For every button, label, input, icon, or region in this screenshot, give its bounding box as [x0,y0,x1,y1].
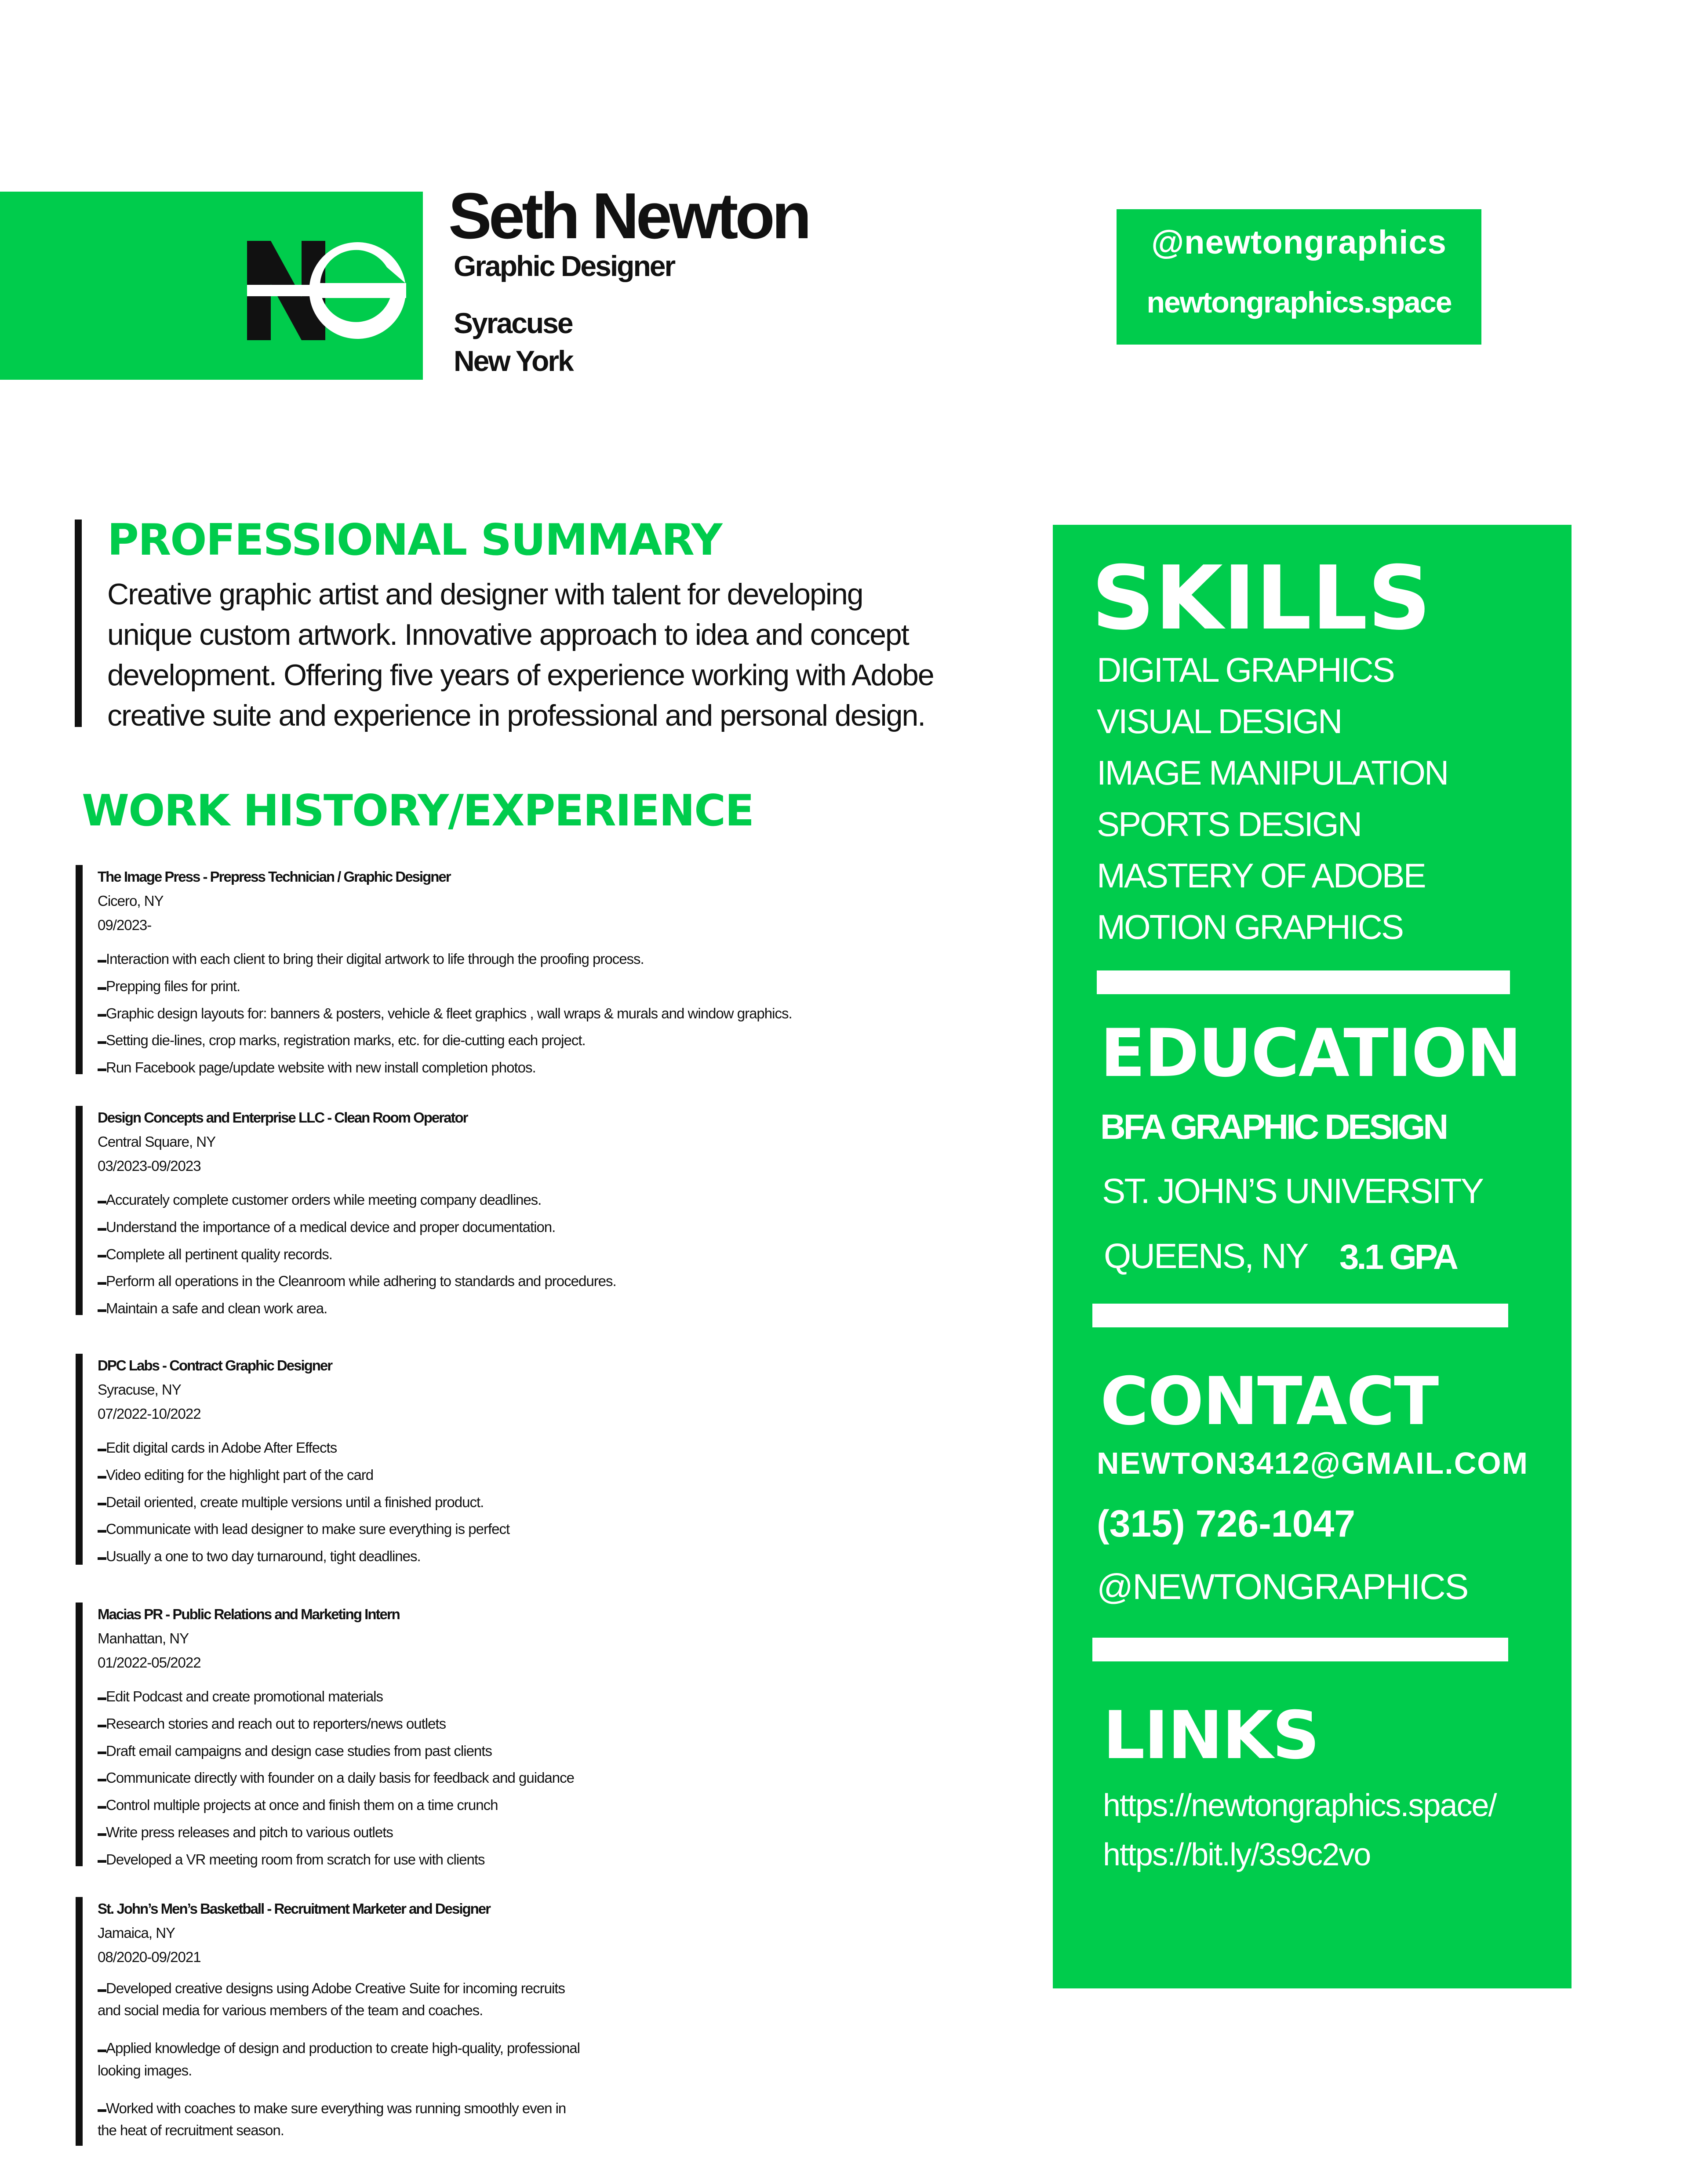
job-entry [98,1603,889,1873]
skill-item: VISUAL DESIGN [1097,702,1342,741]
job-bullet: ▬ Complete all pertinent quality records. [98,1241,889,1268]
job-bullet: ▬ Graphic design layouts for: banners & posters, vehicle & fleet graphics , wall wraps & murals and window graphics. [98,1000,889,1028]
short-link[interactable]: https://bit.ly/3s9c2vo [1103,1837,1371,1872]
skill-item: DIGITAL GRAPHICS [1097,650,1394,689]
job-bullet: ▬ Communicate directly with founder on a daily basis for feedback and guidance [98,1765,889,1792]
job-bullet: ▬ Maintain a safe and clean work area. [98,1295,889,1323]
education-school: ST. JOHN’S UNIVERSITY [1102,1171,1483,1210]
job-bullet: ▬ Prepping files for print. [98,973,889,1000]
job-title: Macias PR - Public Relations and Marketing Intern [98,1606,400,1622]
section-divider [1092,1304,1508,1327]
job-bullet: ▬ Applied knowledge of design and production to create high-quality, professional looking images. [98,2038,581,2081]
job-dates: 03/2023-09/2023 [98,1158,201,1174]
job-bullet: ▬ Perform all operations in the Cleanroom while adhering to standards and procedures. [98,1268,889,1295]
job-entry [98,1897,889,2158]
social-box [1117,209,1481,345]
summary-line: unique custom artwork. Innovative approach to idea and concept [107,618,909,651]
job-bullet: ▬ Run Facebook page/update website with new install completion photos. [98,1054,889,1082]
location-state: New York [454,345,573,377]
contact-heading: CONTACT [1100,1363,1438,1440]
summary-line: Creative graphic artist and designer with talent for developing [107,578,863,611]
job-title: St. John’s Men’s Basketball - Recruitment Marketer and Designer [98,1901,491,1917]
contact-email-link[interactable]: NEWTON3412@GMAIL.COM [1097,1446,1529,1480]
job-entry [98,865,889,1082]
side-panel [1053,525,1572,1988]
job-bullet: ▬ Edit digital cards in Adobe After Effects [98,1435,889,1462]
summary-line: development. Offering five years of experience working with Adobe [107,658,934,692]
job-location: Central Square, NY [98,1134,216,1150]
job-bullet: ▬ Developed a VR meeting room from scratch for use with clients [98,1846,889,1874]
section-divider [1097,970,1510,994]
education-heading: EDUCATION [1100,1015,1521,1092]
education-degree: BFA GRAPHIC DESIGN [1100,1107,1447,1146]
job-bar [76,1354,83,1565]
job-bar [76,865,83,1074]
education-location: QUEENS, NY [1104,1236,1308,1276]
education-gpa: 3.1 GPA [1339,1237,1456,1276]
job-bullet: ▬ Developed creative designs using Adobe Creative Suite for incoming recruits and social media for various members of the team and coaches. [98,1978,581,2021]
job-title: Design Concepts and Enterprise LLC - Clean Room Operator [98,1109,468,1126]
summary-text [107,574,978,736]
job-bullet: ▬ Draft email campaigns and design case studies from past clients [98,1738,889,1765]
job-dates: 08/2020-09/2021 [98,1949,201,1965]
job-entry [98,1106,889,1323]
summary-bar [75,520,82,727]
job-location: Manhattan, NY [98,1630,189,1646]
job-bar [76,1897,83,2146]
job-bullet: ▬ Write press releases and pitch to various outlets [98,1819,889,1846]
job-bullet: ▬ Interaction with each client to bring their digital artwork to life through the proofing process. [98,946,889,973]
job-bullet: ▬ Setting die-lines, crop marks, registration marks, etc. for die-cutting each project. [98,1027,889,1054]
job-bullet: ▬ Worked with coaches to make sure everything was running smoothly even in the heat of recruitment season. [98,2098,581,2141]
job-bullet: ▬ Edit Podcast and create promotional materials [98,1683,889,1711]
skill-item: SPORTS DESIGN [1097,805,1361,843]
section-divider [1092,1638,1508,1661]
job-bullets [98,946,889,1082]
skill-item: MOTION GRAPHICS [1097,908,1403,946]
ng-monogram-logo-icon [247,241,406,340]
job-entry [98,1354,889,1570]
job-bullets [98,1435,889,1570]
website-link[interactable]: newtongraphics.space [1146,286,1452,319]
skill-item: IMAGE MANIPULATION [1097,753,1448,792]
job-title: The Image Press - Prepress Technician / Graphic Designer [98,869,451,885]
job-title: Graphic Designer [454,250,675,282]
social-handle-link[interactable]: @newtongraphics [1151,224,1447,261]
links-heading: LINKS [1103,1697,1319,1774]
skills-heading: SKILLS [1091,547,1431,650]
portfolio-link[interactable]: https://newtongraphics.space/ [1103,1788,1496,1823]
summary-line: creative suite and experience in professional and personal design. [107,699,925,732]
job-bullet: ▬ Detail oriented, create multiple versions until a finished product. [98,1489,889,1516]
job-bullets [98,1187,889,1323]
person-name: Seth Newton [448,180,809,252]
job-dates: 09/2023- [98,917,152,933]
job-dates: 01/2022-05/2022 [98,1654,201,1671]
job-bullet: ▬ Research stories and reach out to reporters/news outlets [98,1711,889,1738]
job-bullets [98,1978,889,2141]
job-bullet: ▬ Video editing for the highlight part of the card [98,1462,889,1489]
job-location: Cicero, NY [98,893,164,909]
job-bullet: ▬ Usually a one to two day turnaround, tight deadlines. [98,1543,889,1570]
job-bullets [98,1683,889,1873]
job-bullet: ▬ Understand the importance of a medical device and proper documentation. [98,1214,889,1241]
job-bullet: ▬ Communicate with lead designer to make sure everything is perfect [98,1516,889,1543]
job-bar [76,1603,83,1866]
job-dates: 07/2022-10/2022 [98,1406,201,1422]
job-title: DPC Labs - Contract Graphic Designer [98,1357,332,1374]
skills-list [1097,644,1448,953]
contact-phone[interactable]: (315) 726-1047 [1097,1503,1356,1545]
location-city: Syracuse [454,307,572,339]
contact-social-link[interactable]: @NEWTONGRAPHICS [1097,1567,1468,1607]
job-bullet: ▬ Control multiple projects at once and finish them on a time crunch [98,1792,889,1819]
work-heading: WORK HISTORY/EXPERIENCE [82,786,754,836]
job-bar [76,1106,83,1315]
job-location: Syracuse, NY [98,1381,181,1398]
job-bullet: ▬ Accurately complete customer orders while meeting company deadlines. [98,1187,889,1214]
summary-heading: PROFESSIONAL SUMMARY [107,515,722,565]
job-location: Jamaica, NY [98,1925,175,1941]
skill-item: MASTERY OF ADOBE [1097,856,1425,895]
